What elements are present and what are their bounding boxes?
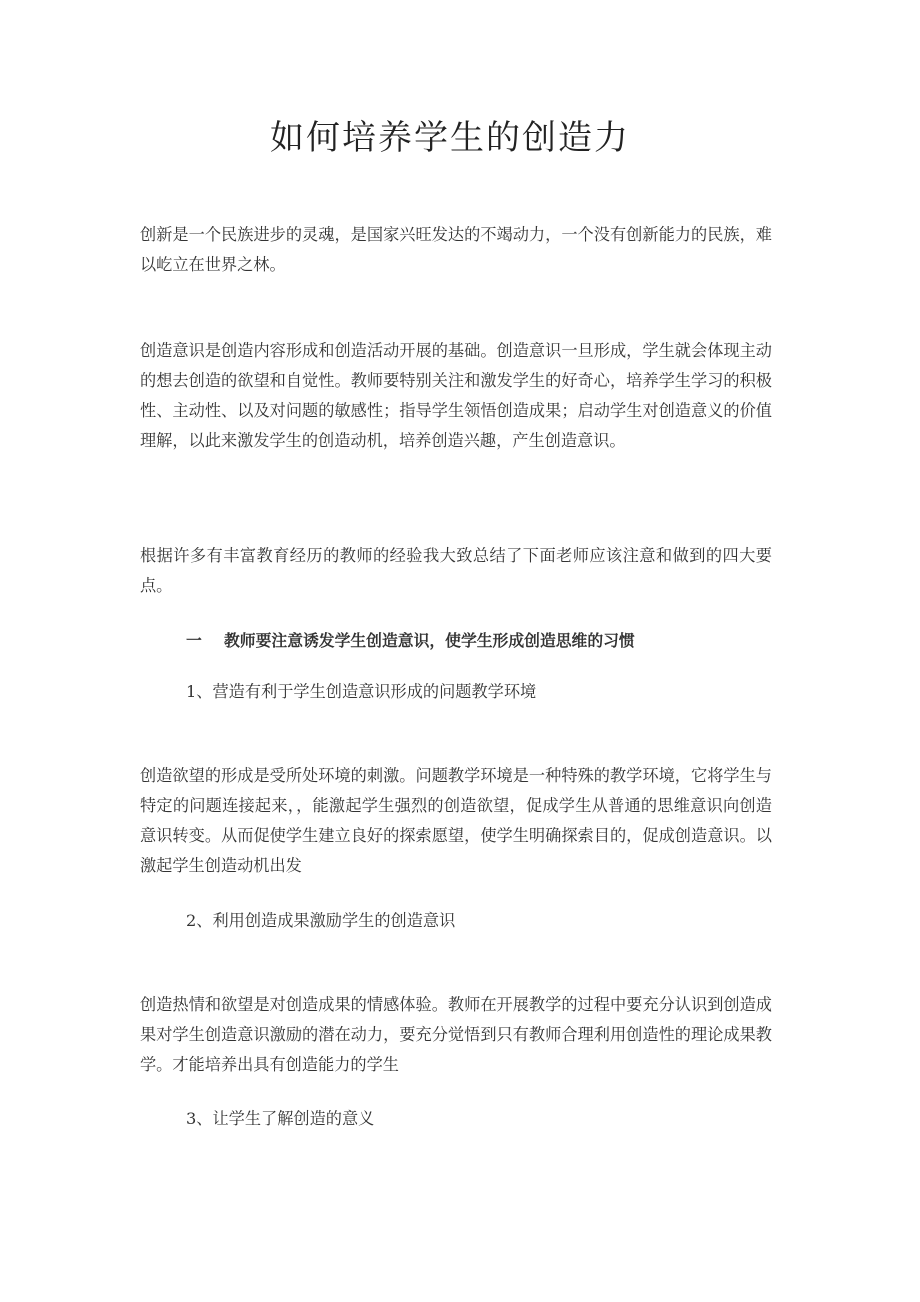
section-heading-number: 一	[186, 631, 202, 650]
paragraph-innovation: 创新是一个民族进步的灵魂，是国家兴旺发达的不竭动力，一个没有创新能力的民族，难以屹立在世界之林。	[140, 225, 772, 274]
section-heading-text: 教师要注意诱发学生创造意识，使学生形成创造思维的习惯	[224, 631, 635, 650]
section-heading-1	[186, 626, 786, 656]
paragraph-creative-results: 创造热情和欲望是对创造成果的情感体验。教师在开展教学的过程中要充分认识到创造成果对学生创造意识激励的潜在动力，要充分觉悟到只有教师合理利用创造性的理论成果教学。才能培养出具有创造能力的学生	[140, 995, 772, 1074]
subheading-3: 3、让学生了解创造的意义	[186, 1109, 375, 1128]
paragraph-four-points-intro: 根据许多有丰富教育经历的教师的经验我大致总结了下面老师应该注意和做到的四大要点。	[140, 546, 772, 595]
document-title: 如何培养学生的创造力	[270, 118, 630, 158]
subheading-2: 2、利用创造成果激励学生的创造意识	[186, 911, 456, 930]
paragraph-problem-environment: 创造欲望的形成是受所处环境的刺激。问题教学环境是一种特殊的教学环境，它将学生与特定的问题连接起来，，能激起学生强烈的创造欲望，促成学生从普通的思维意识向创造意识转变。从而促使学生建立良好的探索愿望，使学生明确探索目的，促成创造意识。以激起学生创造动机出发	[140, 766, 772, 875]
paragraph-creative-awareness: 创造意识是创造内容形成和创造活动开展的基础。创造意识一旦形成，学生就会体现主动的想去创造的欲望和自觉性。教师要特别关注和激发学生的好奇心，培养学生学习的积极性、主动性、以及对问题的敏感性；指导学生领悟创造成果；启动学生对创造意义的价值理解，以此来激发学生的创造动机，培养创造兴趣，产生创造意识。	[140, 341, 772, 450]
subheading-1: 1、营造有利于学生创造意识形成的问题教学环境	[186, 682, 537, 701]
